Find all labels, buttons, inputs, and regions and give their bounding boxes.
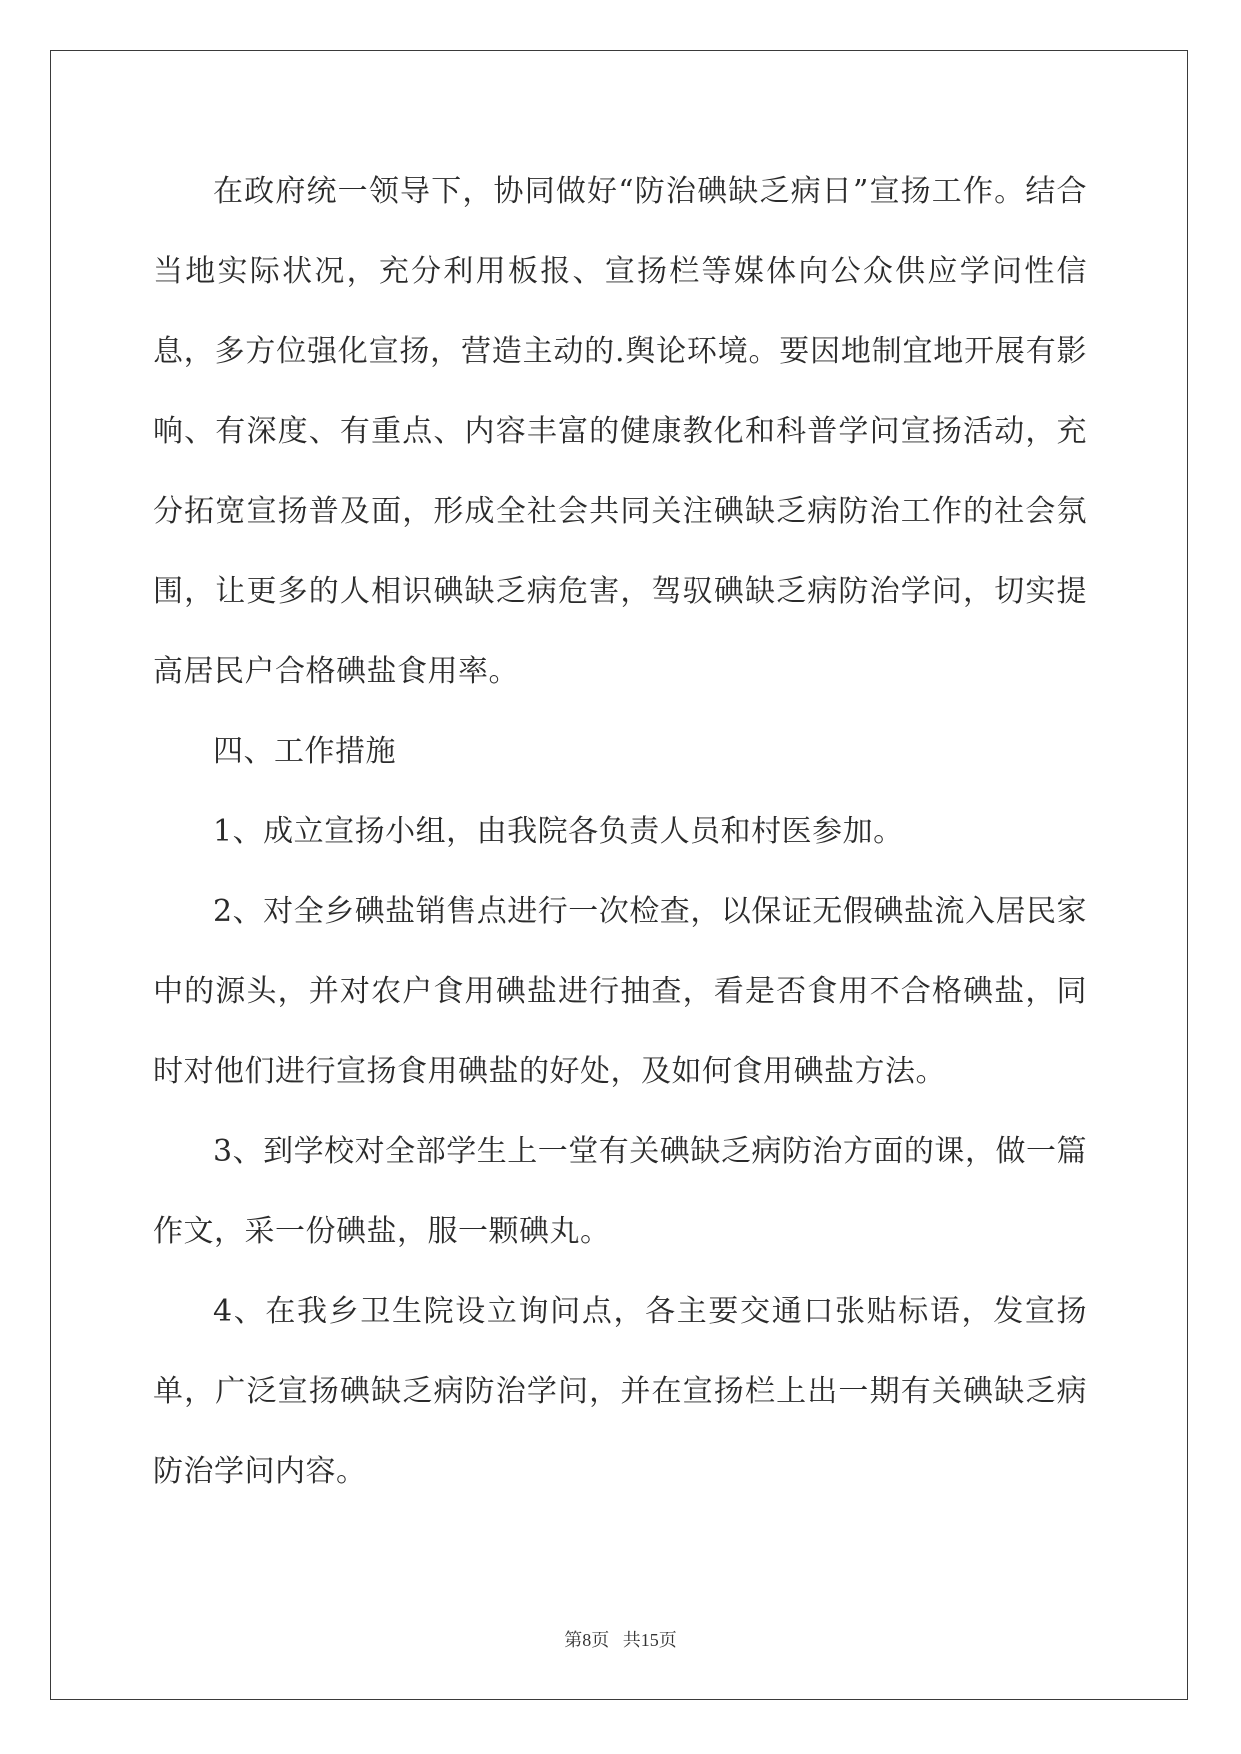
measure-item-3: 3、到学校对全部学生上一堂有关碘缺乏病防治方面的课，做一篇作文，采一份碘盐，服一颗碘丸。 xyxy=(153,1134,1087,1249)
paragraph-publicity: 在政府统一领导下，协同做好“防治碘缺乏病日”宣扬工作。结合当地实际状况，充分利用板报、宣扬栏等媒体向公众供应学问性信息，多方位强化宣扬，营造主动的.舆论环境。要因地制宜地开展有影响、有深度、有重点、内容丰富的健康教化和科普学问宣扬活动，充分拓宽宣扬普及面，形成全社会共同关注碘缺乏病防治工作的社会氛围，让更多的人相识碘缺乏病危害，驾驭碘缺乏病防治学问，切实提高居民户合格碘盐食用率。 xyxy=(153,174,1087,689)
measure-item-1: 1、成立宣扬小组，由我院各负责人员和村医参加。 xyxy=(213,814,904,849)
document-body xyxy=(153,152,1087,1512)
measure-item-2: 2、对全乡碘盐销售点进行一次检查，以保证无假碘盐流入居民家中的源头，并对农户食用碘盐进行抽查，看是否食用不合格碘盐，同时对他们进行宣扬食用碘盐的好处，及如何食用碘盐方法。 xyxy=(153,894,1087,1089)
measure-item-4: 4、在我乡卫生院设立询问点，各主要交通口张贴标语，发宣扬单，广泛宣扬碘缺乏病防治学问，并在宣扬栏上出一期有关碘缺乏病防治学问内容。 xyxy=(153,1294,1087,1489)
section-heading-work-measures: 四、工作措施 xyxy=(213,734,396,769)
page-number-footer: 第8页 共15页 xyxy=(564,1630,677,1650)
